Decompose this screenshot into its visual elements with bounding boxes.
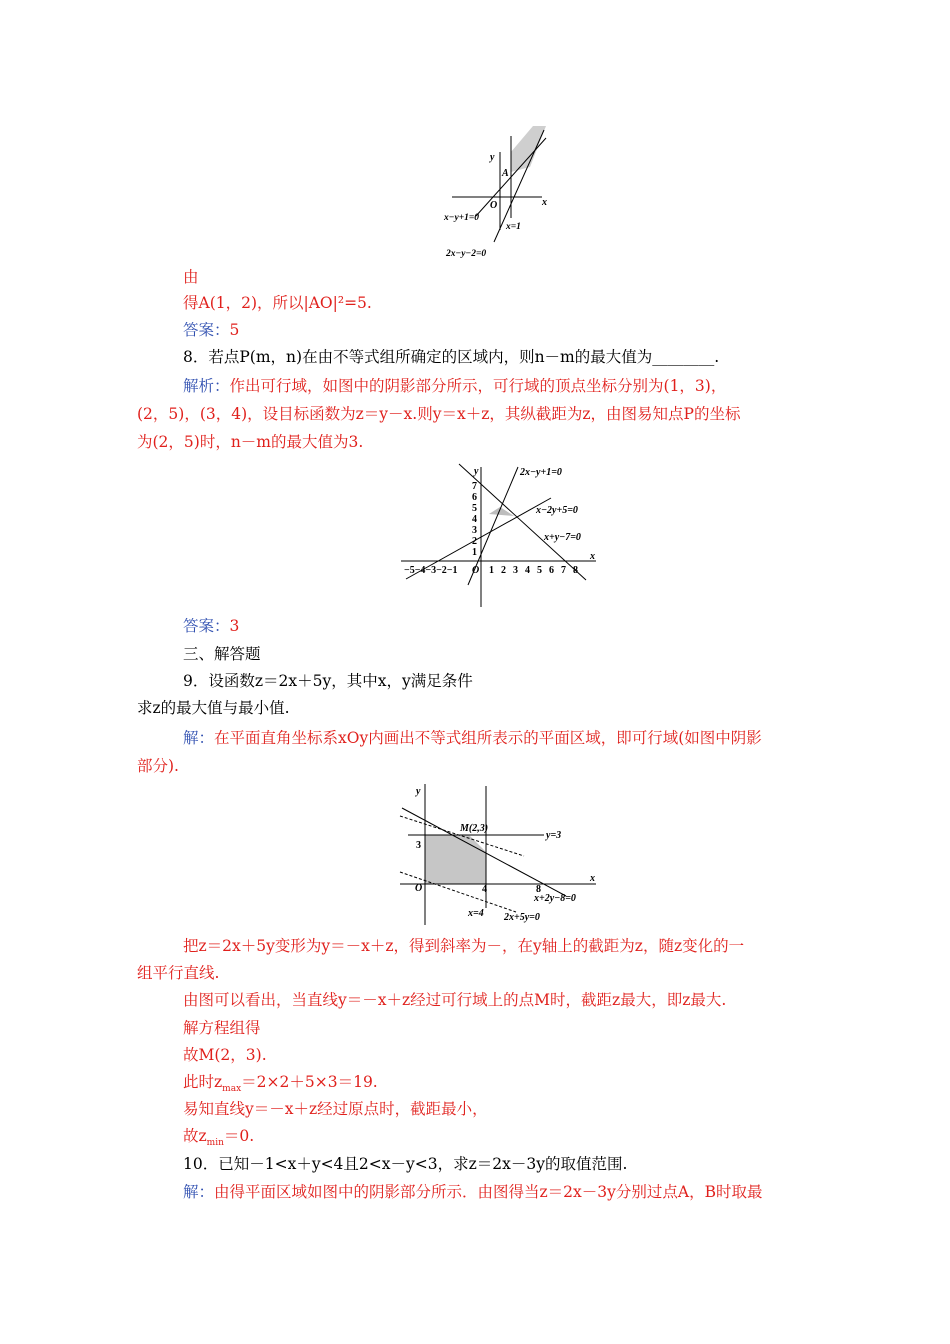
solution-label: 解：	[183, 729, 215, 747]
solution-text: 由得平面区域如图中的阴影部分所示．由图得当z＝2x－3y分别过点A，B时取最	[214, 1183, 763, 1201]
y-tick-labels	[472, 481, 477, 558]
q9-solution-line-1	[183, 727, 762, 749]
line-label-2: x=1	[506, 222, 521, 232]
solution-text: 作出可行域，如图中的阴影部分所示，可行域的顶点坐标分别为(1，3)，	[229, 377, 727, 395]
q10-solution-line-1	[183, 1181, 763, 1203]
x-tick: 7	[561, 565, 566, 576]
shaded-region	[425, 835, 486, 884]
origin-label: O	[415, 883, 423, 894]
answer-value: 3	[229, 617, 240, 635]
q9-step-7: 易知直线y＝－x＋z经过原点时，截距最小，	[183, 1100, 488, 1118]
line-label-2: x−2y+5=0	[536, 505, 578, 516]
step-text: ＝2×2＋5×3＝19.	[241, 1073, 378, 1091]
q9-solution-line-2: 部分).	[137, 757, 179, 775]
x-tick-8: 8	[536, 884, 541, 895]
q9-step-8	[183, 1125, 254, 1154]
line-label-2: x+2y−8=0	[534, 893, 576, 904]
q8-solution-line-3: 为(2，5)时，n－m的最大值为3.	[137, 433, 364, 451]
y-tick: 6	[472, 492, 477, 503]
q8-question: 8．若点P(m，n)在由不等式组所确定的区域内，则n－m的最大值为________.	[183, 348, 720, 366]
q8-solution-line-2: (2，5)，(3，4)，设目标函数为z＝y－x.则y＝x＋z，其纵截距为z，由图易知点P的坐标	[137, 405, 741, 423]
line-label-1: y=3	[546, 830, 562, 841]
origin-label: O	[472, 565, 480, 576]
x-axis-label: x	[590, 551, 595, 562]
origin-label: O	[490, 200, 498, 211]
q9-step-5: 故M(2，3).	[183, 1046, 267, 1064]
section-heading: 三、解答题	[183, 645, 261, 663]
line-label-3: x=4	[468, 908, 484, 919]
step-text: 故z	[183, 1127, 207, 1145]
x-axis-label: x	[542, 197, 547, 208]
q9-step-6	[183, 1071, 378, 1100]
x-tick: 1	[489, 565, 494, 576]
q9-step-4: 解方程组得	[183, 1019, 261, 1037]
x-tick: 5	[537, 565, 542, 576]
line-label-3: x+y−7=0	[544, 532, 581, 543]
x-tick: 2	[501, 565, 506, 576]
solution-label: 解析：	[183, 377, 230, 395]
subscript: min	[206, 1138, 224, 1149]
y-tick: 5	[472, 503, 477, 514]
x-axis-label: x	[590, 873, 595, 884]
q8-answer	[183, 615, 239, 637]
y-axis-label: y	[416, 786, 421, 797]
q9-question: 9．设函数z＝2x＋5y，其中x，y满足条件	[183, 672, 473, 690]
figure-feasible-region-2	[396, 462, 602, 610]
y-tick-3: 3	[416, 840, 421, 851]
solution-label: 解：	[183, 1183, 215, 1201]
q10-question: 10．已知－1<x＋y<4且2<x－y<3，求z＝2x－3y的取值范围.	[183, 1155, 628, 1173]
y-tick: 1	[472, 547, 477, 558]
p7-line-2: 得A(1，2)，所以|AO|²=5.	[183, 294, 372, 312]
point-a-label: A	[502, 168, 509, 179]
solution-text: 在平面直角坐标系xOy内画出不等式组所表示的平面区域，即可行域(如图中阴影	[214, 729, 762, 747]
subscript: max	[222, 1084, 242, 1095]
shaded-region	[489, 507, 514, 516]
q9-question-2: 求z的最大值与最小值.	[137, 699, 290, 717]
q9-step-3: 由图可以看出，当直线y＝－x＋z经过可行域上的点M时，截距z最大，即z最大.	[183, 991, 727, 1009]
q9-step-2: 组平行直线.	[137, 964, 220, 982]
line-label-1: 2x−y+1=0	[520, 467, 562, 478]
y-tick: 4	[472, 514, 477, 525]
y-tick: 3	[472, 525, 477, 536]
x-neg-tick-labels: −5−4−3−2−1	[404, 565, 458, 576]
y-tick: 2	[472, 536, 477, 547]
p7-answer	[183, 319, 239, 341]
x-tick: 4	[525, 565, 530, 576]
figure-feasible-region-3	[396, 780, 600, 928]
line-label-1: x−y+1=0	[444, 213, 480, 223]
x-tick: 6	[549, 565, 554, 576]
line-x-plus-y-minus-7	[459, 464, 586, 580]
p7-line-1: 由	[183, 268, 199, 286]
answer-label: 答案：	[183, 321, 230, 339]
x-tick-4: 4	[482, 884, 487, 895]
step-text: 此时z	[183, 1073, 223, 1091]
answer-value: 5	[229, 321, 240, 339]
x-tick: 3	[513, 565, 518, 576]
figure-feasible-region-1	[438, 122, 558, 262]
q8-solution-line-1	[183, 375, 726, 397]
line-label-4: 2x+5y=0	[504, 912, 540, 923]
y-axis-label: y	[474, 466, 479, 477]
y-axis-label: y	[490, 152, 495, 163]
answer-label: 答案：	[183, 617, 230, 635]
line-label-3: 2x−y−2=0	[446, 249, 487, 259]
x-tick: 8	[573, 565, 578, 576]
x-tick-labels	[489, 565, 578, 576]
step-text: ＝0.	[223, 1127, 255, 1145]
point-m-label: M(2,3)	[460, 823, 489, 834]
y-tick: 7	[472, 481, 477, 492]
q9-step-1: 把z＝2x＋5y变形为y＝－x＋z，得到斜率为－，在y轴上的截距为z，随z变化的一	[183, 937, 745, 955]
